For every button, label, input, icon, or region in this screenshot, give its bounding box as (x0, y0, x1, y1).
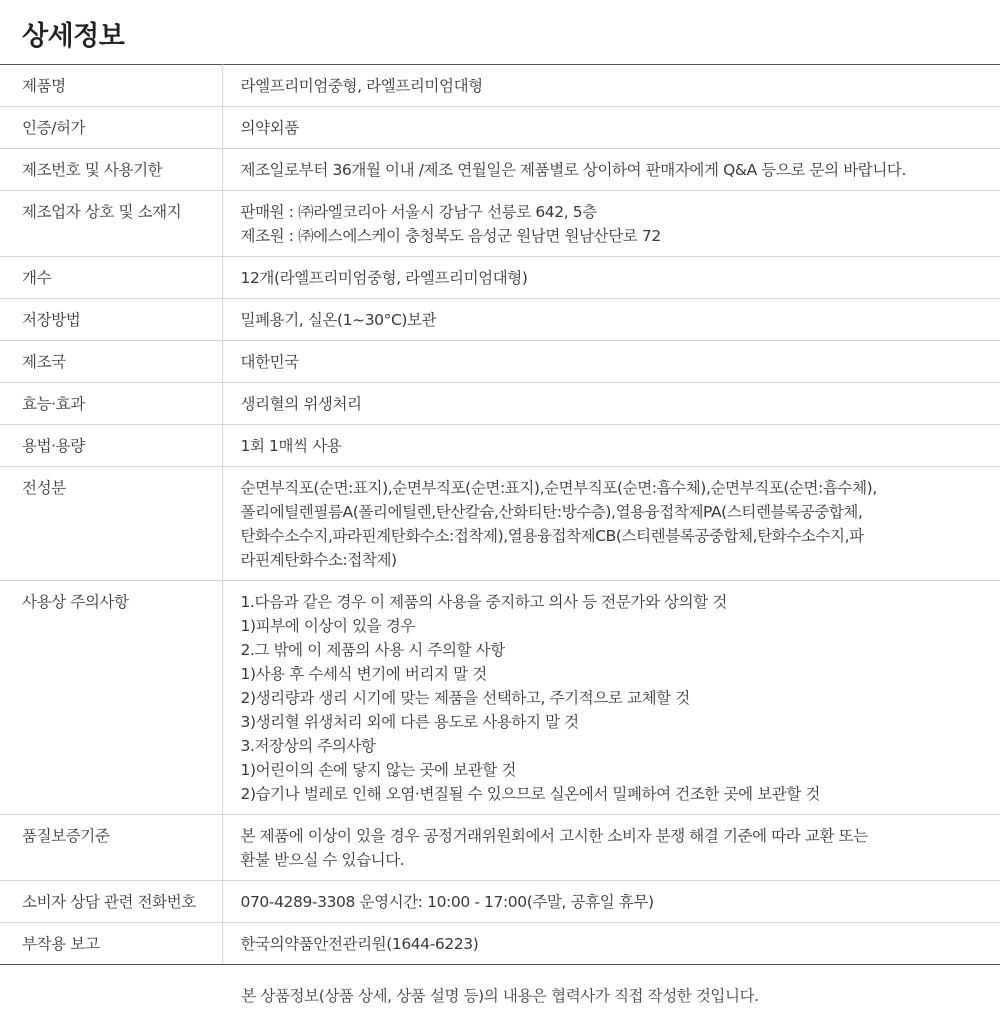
row-value-ingredients: 순면부직포(순면:표지),순면부직포(순면:표지),순면부직포(순면:흡수체),순면부직포(순면:흡수체), 폴리에틸렌필름A(폴리에틸렌,탄산칼슘,산화티탄:방수층),열용융접착제PA(스티렌블록공중합체, 탄화수소수지,파라핀계탄화수소:접착제),열용융접착제CB(스티렌블록공중합체,탄화수소수지,파 라핀계탄화수소:접착제) (222, 467, 1000, 581)
row-label-country: 제조국 (0, 341, 222, 383)
table-row (0, 581, 1000, 815)
row-value-quantity: 12개(라엘프리미엄중형, 라엘프리미엄대형) (222, 257, 1000, 299)
row-label-dosage: 용법·용량 (0, 425, 222, 467)
table-row (0, 149, 1000, 191)
row-label-ingredients: 전성분 (0, 467, 222, 581)
product-info-table (0, 64, 1000, 965)
table-row (0, 299, 1000, 341)
table-row (0, 191, 1000, 257)
row-label-product-name: 제품명 (0, 65, 222, 107)
row-value-precautions: 1.다음과 같은 경우 이 제품의 사용을 중지하고 의사 등 전문가와 상의할 것 1)피부에 이상이 있을 경우 2.그 밖에 이 제품의 사용 시 주의할 사항 1)사용 후 수세식 변기에 버리지 말 것 2)생리량과 생리 시기에 맞는 제품을 선택하고, 주기적으로 교체할 것 3)생리혈 위생처리 외에 다른 용도로 사용하지 말 것 3.저장상의 주의사항 1)어린이의 손에 닿지 않는 곳에 보관할 것 2)습기나 벌레로 인해 오염·변질될 수 있으므로 실온에서 밀폐하여 건조한 곳에 보관할 것 (222, 581, 1000, 815)
row-label-lot-expiry: 제조번호 및 사용기한 (0, 149, 222, 191)
page-title: 상세정보 (22, 21, 125, 52)
table-row (0, 257, 1000, 299)
row-label-quantity: 개수 (0, 257, 222, 299)
table-row (0, 467, 1000, 581)
row-label-precautions: 사용상 주의사항 (0, 581, 222, 815)
row-value-efficacy: 생리혈의 위생처리 (222, 383, 1000, 425)
row-label-efficacy: 효능·효과 (0, 383, 222, 425)
row-value-storage: 밀폐용기, 실온(1~30°C)보관 (222, 299, 1000, 341)
table-row (0, 923, 1000, 965)
row-label-quality-standard: 품질보증기준 (0, 815, 222, 881)
row-value-certification: 의약외품 (222, 107, 1000, 149)
footer-note: 본 상품정보(상품 상세, 상품 설명 등)의 내용은 협력사가 직접 작성한 것입니다. (241, 987, 759, 1005)
row-label-adverse-report: 부작용 보고 (0, 923, 222, 965)
row-label-manufacturer: 제조업자 상호 및 소재지 (0, 191, 222, 257)
table-row (0, 425, 1000, 467)
table-row (0, 383, 1000, 425)
table-row (0, 815, 1000, 881)
row-value-customer-phone: 070-4289-3308 운영시간: 10:00 - 17:00(주말, 공휴일 휴무) (222, 881, 1000, 923)
row-label-certification: 인증/허가 (0, 107, 222, 149)
row-value-manufacturer: 판매원 : ㈜라엘코리아 서울시 강남구 선릉로 642, 5층 제조원 : ㈜에스에스케이 충청북도 음성군 원남면 원남산단로 72 (222, 191, 1000, 257)
table-row (0, 341, 1000, 383)
row-label-customer-phone: 소비자 상담 관련 전화번호 (0, 881, 222, 923)
row-value-adverse-report: 한국의약품안전관리원(1644-6223) (222, 923, 1000, 965)
row-value-country: 대한민국 (222, 341, 1000, 383)
row-value-product-name: 라엘프리미엄중형, 라엘프리미엄대형 (222, 65, 1000, 107)
table-row (0, 107, 1000, 149)
table-row (0, 65, 1000, 107)
table-row (0, 881, 1000, 923)
row-value-dosage: 1회 1매씩 사용 (222, 425, 1000, 467)
row-label-storage: 저장방법 (0, 299, 222, 341)
row-value-lot-expiry: 제조일로부터 36개월 이내 /제조 연월일은 제품별로 상이하여 판매자에게 Q&A 등으로 문의 바랍니다. (222, 149, 1000, 191)
row-value-quality-standard: 본 제품에 이상이 있을 경우 공정거래위원회에서 고시한 소비자 분쟁 해결 기준에 따라 교환 또는 환불 받으실 수 있습니다. (222, 815, 1000, 881)
